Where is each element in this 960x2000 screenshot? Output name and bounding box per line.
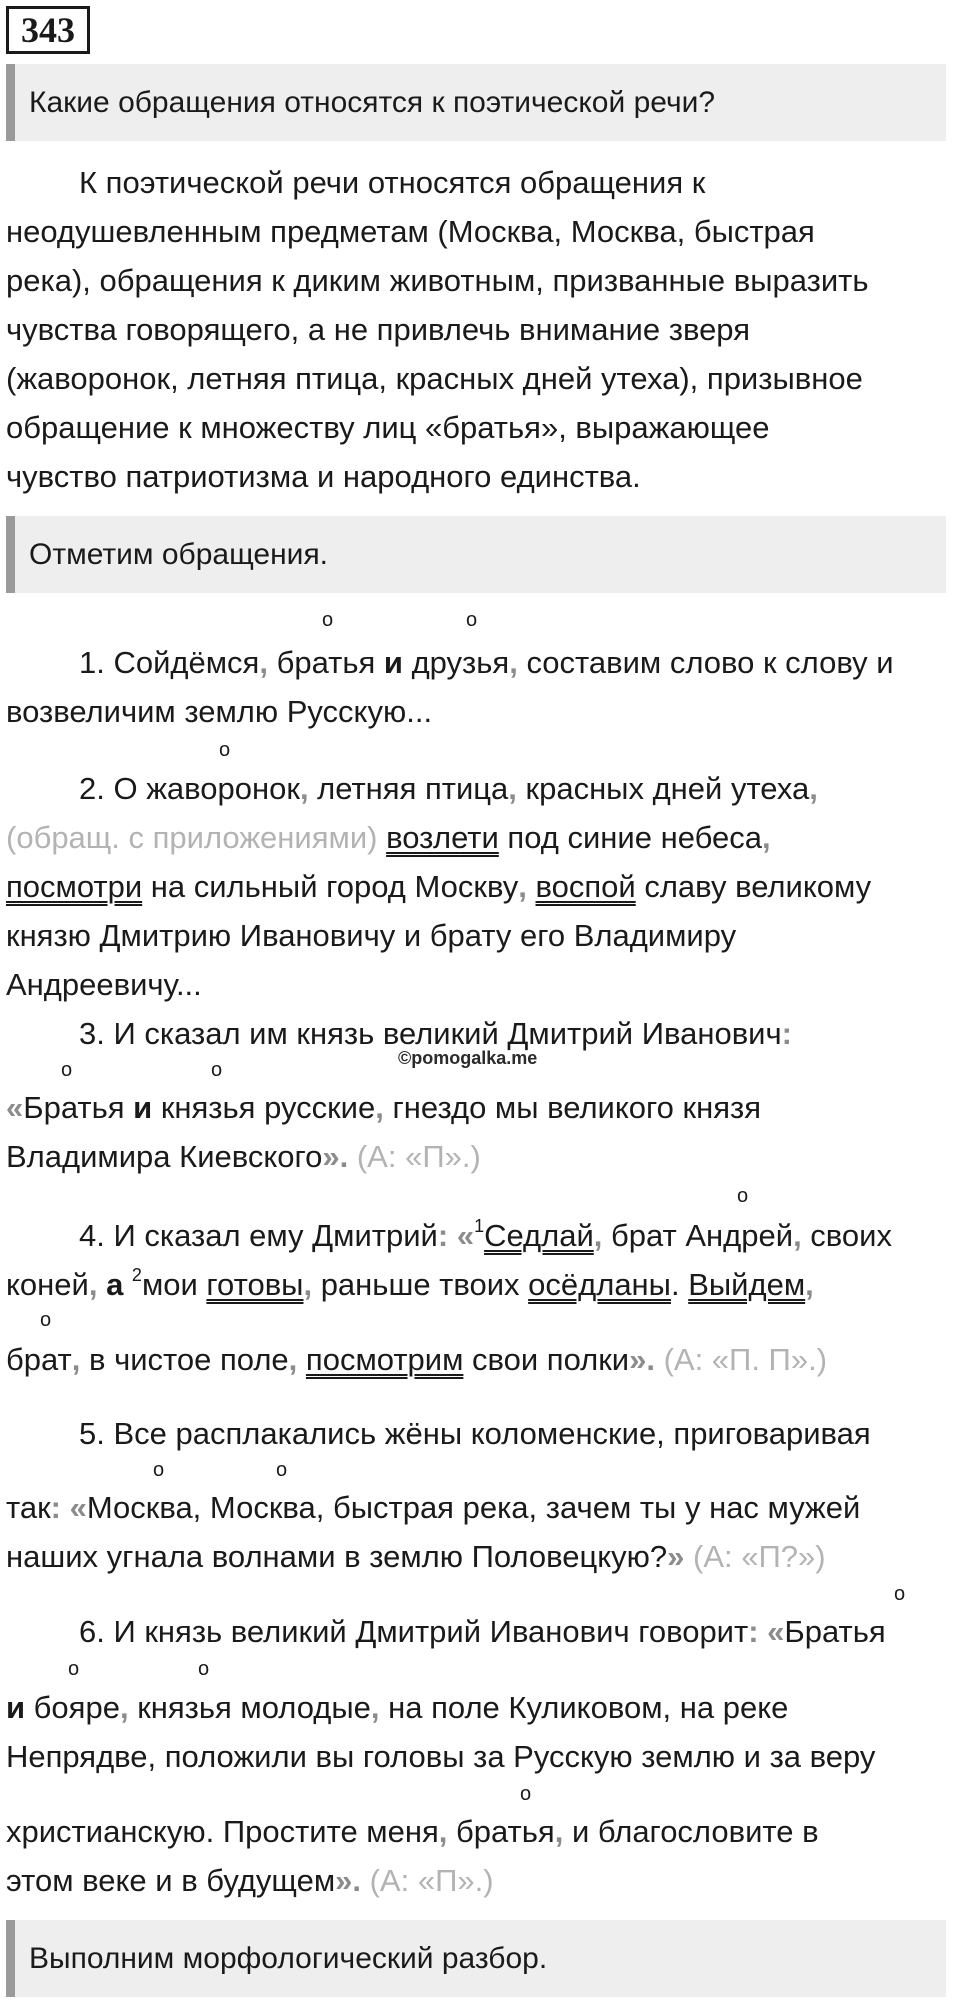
answer-line: чувства говорящего, а не привлечь внимание зверя (6, 312, 750, 347)
address-mark: о (894, 1583, 906, 1605)
address-mark: о (737, 1185, 749, 1207)
address-mark: о (211, 1059, 223, 1081)
address-mark: о (61, 1059, 73, 1081)
sentence-5-line: 5. Все расплакались жёны коломенские, приговаривая (79, 1416, 871, 1451)
sentence-3-line: Владимира Киевского». (А: «П».) (6, 1139, 481, 1174)
address-mark: о (466, 609, 478, 631)
answer-line: неодушевленным предметам (Москва, Москва, быстрая (6, 214, 815, 249)
task-bar (6, 1920, 946, 1997)
address-mark: о (153, 1459, 165, 1481)
sentence-2-line: 2. О жаворонок, летняя птица, красных дней утеха, (79, 771, 818, 806)
sentence-2-line: (обращ. с приложениями) возлети под синие небеса, (6, 820, 771, 855)
sentence-1-line: 1. Сойдёмся, братья и друзья, составим слово к слову и (79, 645, 894, 680)
answer-line: река), обращения к диким животным, призванные выразить (6, 263, 869, 298)
sentence-6-line: христианскую. Простите меня, братья, и благословите в (6, 1814, 819, 1849)
sentence-2-line: князю Дмитрию Ивановичу и брату его Владимиру (6, 918, 737, 953)
exercise-number: 343 (6, 6, 90, 54)
sentence-1-line: возвеличим землю Русскую... (6, 694, 433, 729)
sentence-4-line: 4. И сказал ему Дмитрий: «$^1$Седлай, брат Андрей, своих (79, 1216, 892, 1253)
address-mark: о (198, 1658, 210, 1680)
predicate: Седлай (484, 1218, 594, 1253)
predicate: готовы (206, 1267, 304, 1302)
predicate: воспой (535, 869, 636, 904)
question-bar (6, 64, 946, 141)
sentence-2-line: Андреевичу... (6, 967, 202, 1002)
address-mark: о (219, 739, 231, 761)
sentence-6-line: и бояре, князья молодые, на поле Куликовом, на реке (6, 1690, 789, 1725)
address-mark: о (276, 1459, 288, 1481)
sentence-6-line: 6. И князь великий Дмитрий Иванович говорит: «Братья (79, 1614, 886, 1649)
predicate: осёдланы (528, 1267, 671, 1302)
predicate: посмотри (6, 869, 143, 904)
predicate: Выйдем (688, 1267, 806, 1302)
answer-line: чувство патриотизма и народного единства. (6, 459, 641, 494)
sentence-6-line: этом веке и в будущем». (А: «П».) (6, 1863, 494, 1898)
source-note: (А: «П».) (361, 1863, 494, 1898)
source-note: (А: «П?») (684, 1539, 826, 1574)
sentence-2-line: посмотри на сильный город Москву, воспой славу великому (6, 869, 872, 904)
address-mark: о (68, 1658, 80, 1680)
predicate: посмотрим (305, 1342, 464, 1377)
sentence-4-line: коней, а $^2$мои готовы, раньше твоих осёдланы. Выйдем, (6, 1265, 814, 1302)
source-note: (А: «П. П».) (654, 1342, 828, 1377)
answer-line: К поэтической речи относятся обращения к (79, 165, 706, 200)
address-mark: о (322, 609, 334, 631)
sentence-3-line: 3. И сказал им князь великий Дмитрий Иванович: (79, 1016, 792, 1051)
answer-line: обращение к множеству лиц «братья», выражающее (6, 410, 770, 445)
question-text: Какие обращения относятся к поэтической речи? (29, 85, 716, 119)
watermark: ©pomogalka.me (398, 1048, 538, 1068)
predicate: возлети (386, 820, 499, 855)
address-mark: о (40, 1309, 52, 1331)
task-morph-text: Выполним морфологический разбор. (29, 1941, 548, 1975)
address-mark: о (520, 1783, 532, 1805)
sentence-3-line: «Братья и князья русские, гнездо мы великого князя (6, 1090, 761, 1125)
sentence-6-line: Непрядве, положили вы головы за Русскую землю и за веру (6, 1739, 876, 1774)
grammar-note: (обращ. с приложениями) (6, 820, 378, 855)
source-note: (А: «П».) (348, 1139, 481, 1174)
sentence-4-line: брат, в чистое поле, посмотрим свои полки». (А: «П. П».) (6, 1342, 828, 1377)
answer-line: (жаворонок, летняя птица, красных дней утеха), призывное (6, 361, 863, 396)
sentence-5-line: так: «Москва, Москва, быстрая река, зачем ты у нас мужей (6, 1490, 861, 1525)
task-mark-text: Отметим обращения. (29, 537, 329, 571)
task-bar (6, 516, 946, 593)
sentence-5-line: наших угнала волнами в землю Половецкую?» (А: «П?») (6, 1539, 826, 1574)
